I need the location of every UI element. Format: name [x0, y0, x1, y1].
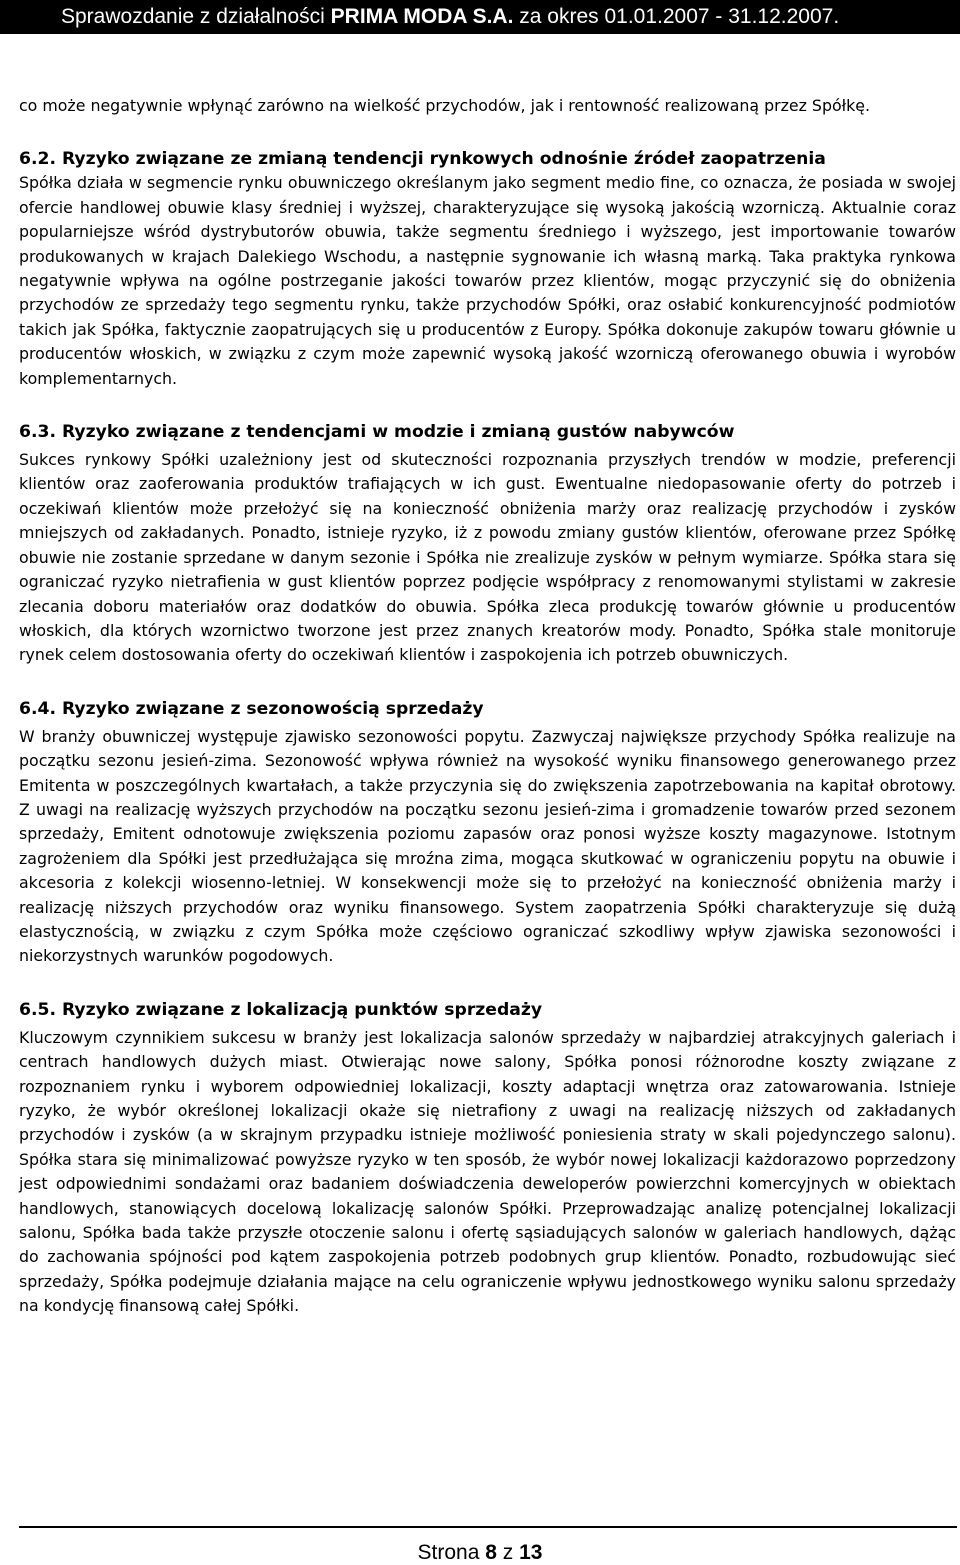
section-heading: 6.2. Ryzyko związane ze zmianą tendencji rynkowych odnośnie źródeł zaopatrzenia: [19, 149, 826, 170]
header-text: [61, 0, 839, 34]
spacer: [19, 118, 956, 147]
page-total: 13: [519, 1541, 543, 1564]
document-body: [19, 94, 956, 1319]
footer-of: z: [496, 1541, 520, 1564]
section-paragraph: Kluczowym czynnikiem sukcesu w branży jest lokalizacja salonów sprzedaży w najbardziej atrakcyjnych galeriach i centrach handlowych dużych miast. Otwierając nowe salony, Spółka ponosi różnorodne koszty związane z rozpoznaniem rynku i wyborem odpowiedniej lokalizacji, koszty adaptacji wnętrza oraz zatowarowania. Istnieje ryzyko, że wybór określonej lokalizacji okaże się nietrafiony z uwagi na realizację niższych od zakładanych przychodów i zysków (a w skrajnym przypadku istnieje możliwość poniesienia straty w skali pojedynczego salonu). Spółka stara się minimalizować powyższe ryzyko w ten sposób, że wybór nowej lokalizacji każdorazowo poprzedzony jest odpowiednimi sondażami oraz badaniem doświadczenia deweloperów powierzchni komercyjnych w obiektach handlowych, stanowiących docelową lokalizację salonów Spółki. Przeprowadzając analizę potencjalnej lokalizacji salonu, Spółka bada także przyszłe otoczenie salonu i ofertę sąsiadujących salonów w galeriach handlowych, dążąc do zachowania spójności pod kątem zaspokojenia potrzeb podobnych grup klientów. Ponadto, rozbudowując sieć sprzedaży, Spółka podejmuje działania mające na celu ograniczenie wpływu jednostkowego wyniku salonu sprzedaży na kondycję finansową całej Spółki.: [19, 1027, 956, 1316]
page-footer: [0, 1541, 960, 1565]
spacer: [19, 391, 956, 420]
section-paragraph: Spółka działa w segmencie rynku obuwniczego określanym jako segment medio fine, co oznacza, że posiada w swojej ofercie handlowej obuwie klasy średniej i wyższej, charakteryzujące się wysoką jakością wzorniczą. Aktualnie coraz popularniejsze wśród dystrybutorów obuwia, także segmentu średniego i wyższego, jest importowanie towarów produkowanych w krajach Dalekiego Wschodu, a następnie sygnowanie ich własną marką. Taka praktyka rynkowa negatywnie wpływa na ogólne postrzeganie jakości towarów przez klientów, mogąc przyczynić się do obniżenia przychodów ze sprzedaży tego segmentu rynku, także przychodów Spółki, oraz osłabić konkurencyjność podmiotów takich jak Spółka, faktycznie zaopatrujących się u producentów z Europy. Spółka dokonuje zakupów towaru głównie u producentów włoskich, w związku z czym może zapewnić wysoką jakość wzorniczą oferowanego obuwia i wyrobów komplementarnych.: [19, 173, 956, 388]
footer-label: Strona: [417, 1541, 486, 1564]
spacer: [19, 969, 956, 998]
intro-paragraph: co może negatywnie wpłynąć zarówno na wielkość przychodów, jak i rentowność realizowaną przez Spółkę.: [19, 96, 871, 115]
footer-rule: [19, 1526, 957, 1528]
page-number: 8: [485, 1541, 497, 1564]
section-heading: 6.5. Ryzyko związane z lokalizacją punktów sprzedaży: [19, 999, 543, 1020]
section-paragraph: Sukces rynkowy Spółki uzależniony jest od skuteczności rozpoznania przyszłych trendów w modzie, preferencji klientów oraz zaoferowania produktów trafiających w ich gust. Ewentualne niedopasowanie oferty do potrzeb i oczekiwań klientów może przełożyć się na konieczność obniżenia marży oraz realizację przychodów i zysków mniejszych od zakładanych. Ponadto, istnieje ryzyko, iż z powodu zmiany gustów klientów, oferowane przez Spółkę obuwie nie zostanie sprzedane w danym sezonie i Spółka nie zrealizuje zysków w pełnym wymiarze. Spółka stara się ograniczać ryzyko nietrafienia w gust klientów poprzez podjęcie współpracy z renomowanymi stylistami w zakresie zlecania doboru materiałów oraz dodatków do obuwia. Spółka zleca produkcję towarów głównie u producentów włoskich, dla których wzornictwo tworzone jest przez znanych kreatorów mody. Ponadto, Spółka stale monitoruje rynek celem dostosowania oferty do oczekiwań klientów i zaspokojenia ich potrzeb obuwniczych.: [19, 450, 956, 665]
section-paragraph: W branży obuwniczej występuje zjawisko sezonowości popytu. Zazwyczaj największe przychody Spółka realizuje na początku sezonu jesień-zima. Sezonowość wpływa również na wysokość wyniku finansowego generowanego przez Emitenta w poszczególnych kwartałach, a także przyczynia się do zwiększenia zapotrzebowania na kapitał obrotowy. Z uwagi na realizację wyższych przychodów na początku sezonu jesień-zima i gromadzenie towarów przed sezonem sprzedaży, Emitent odnotowuje zwiększenia poziomu zapasów oraz ponosi wyższe koszty magazynowe. Istotnym zagrożeniem dla Spółki jest przedłużająca się mroźna zima, mogąca skutkować w ograniczeniu popytu na obuwie i akcesoria z kolekcji wiosenno-letniej. W konsekwencji może się to przełożyć na konieczność obniżenia marży i realizację niższych przychodów oraz wyniku finansowego. System zaopatrzenia Spółki charakteryzuje się dużą elastycznością, w związku z czym Spółka może częściowo ograniczać szkodliwy wpływ zjawiska sezonowości i niekorzystnych warunków pogodowych.: [19, 726, 956, 966]
section-heading: 6.3. Ryzyko związane z tendencjami w modzie i zmianą gustów nabywców: [19, 422, 735, 443]
header-company: PRIMA MODA S.A.: [330, 5, 514, 28]
spacer: [19, 668, 956, 697]
header-prefix: Sprawozdanie z działalności: [61, 5, 331, 28]
section-heading: 6.4. Ryzyko związane z sezonowością sprzedaży: [19, 698, 484, 719]
header-suffix: za okres 01.01.2007 - 31.12.2007.: [513, 5, 840, 28]
page-header: [0, 0, 960, 34]
